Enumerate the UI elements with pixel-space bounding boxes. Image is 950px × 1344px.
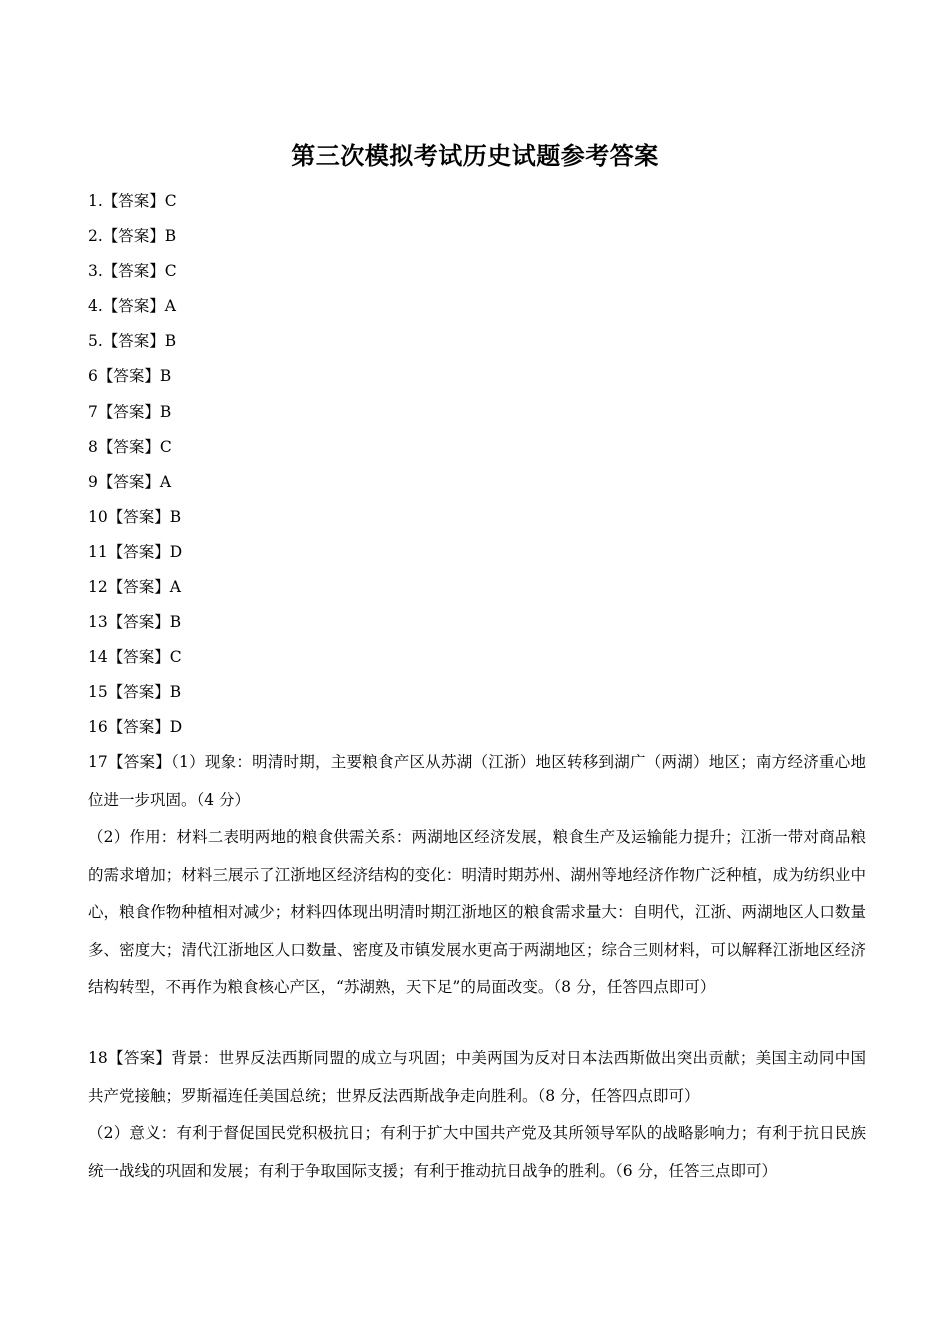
list-item: 13【答案】B (88, 613, 182, 632)
list-item: 16【答案】D (88, 718, 183, 737)
list-item: 12【答案】A (88, 578, 181, 597)
list-item: 9【答案】A (88, 472, 172, 491)
answer-17 (88, 744, 866, 1007)
answer-18 (88, 1040, 866, 1190)
list-item: 8【答案】C (88, 437, 172, 456)
page-title: 第三次模拟考试历史试题参考答案 (291, 142, 659, 170)
list-item: 15【答案】B (88, 683, 182, 702)
answer-18-part-2: （2）意义：有利于督促国民党积极抗日；有利于扩大中国共产党及其所领导军队的战略影响力；有利于抗日民族统一战线的巩固和发展；有利于争取国际支援；有利于推动抗日战争的胜利。（6 分，任答三点即可） (88, 1124, 866, 1180)
list-item: 7【答案】B (88, 402, 172, 421)
list-item: 14【答案】C (88, 648, 182, 667)
list-item: 3.【答案】C (88, 262, 177, 281)
list-item: 1.【答案】C (88, 192, 177, 210)
answer-18-part-1: 18【答案】背景：世界反法西斯同盟的成立与巩固；中美两国为反对日本法西斯做出突出贡献；美国主动同中国共产党接触；罗斯福连任美国总统；世界反法西斯战争走向胜利。（8 分，任答四点即可） (88, 1049, 866, 1105)
list-item: 6【答案】B (88, 367, 172, 386)
list-item: 11【答案】D (88, 542, 183, 561)
answer-list (88, 190, 182, 752)
list-item: 4.【答案】A (88, 297, 176, 316)
list-item: 2.【答案】B (88, 227, 177, 246)
list-item: 5.【答案】B (88, 332, 177, 351)
answer-17-part-2: （2）作用：材料二表明两地的粮食供需关系：两湖地区经济发展，粮食生产及运输能力提升；江浙一带对商品粮的需求增加；材料三展示了江浙地区经济结构的变化：明清时期苏州、湖州等地经济作物广泛种植，成为纺织业中心，粮食作物种植相对减少；材料四体现出明清时期江浙地区的粮食需求量大：自明代，江浙、两湖地区人口数量多、密度大；清代江浙地区人口数量、密度及市镇发展水更高于两湖地区；综合三则材料，可以解释江浙地区经济结构转型，不再作为粮食核心产区，“苏湖熟，天下足”的局面改变。（8 分，任答四点即可） (88, 828, 866, 996)
answer-17-part-1: 17【答案】（1）现象：明清时期，主要粮食产区从苏湖（江浙）地区转移到湖广（两湖）地区；南方经济重心地位进一步巩固。（4 分） (88, 753, 866, 809)
list-item: 10【答案】B (88, 507, 182, 526)
